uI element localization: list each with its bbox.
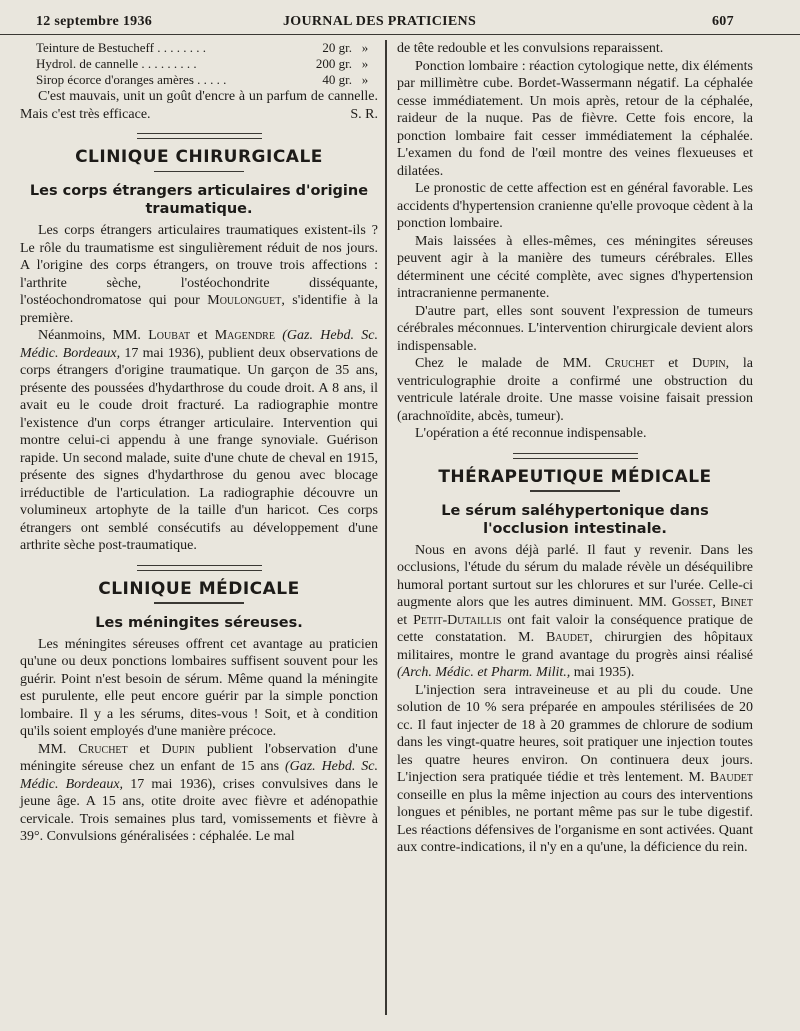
paragraph: Néanmoins, MM. Loubat et Magendre (Gaz. Hebd. Sc. Médic. Bordeaux, 17 mai 1936), publient deux observations de corps étrangers d'origine traumatique. Un garçon de 35 ans, présente des poussées d'hydarthrose du coude droit. A 8 ans, il avait eu le coude droit fracturé. La radiographie montre l'existence d'un corps étranger articulaire. Intervention qui montre celui-ci appendu à une frange synoviale. Guérison rapide. Un second malade, suite d'une chute de cheval en 1915, présente des signes d'hydarthrose du genou avec blocage irréductible de l'articulation. La radiographie découvre un volumineux artophyte de la taille d'un haricot. Ces corps étrangers ont semblé consécutifs au développement d'une arthrite sèche post-traumatique.	[20, 328, 379, 553]
paragraph: Chez le malade de MM. Cruchet et Dupin, la ventriculographie droite a confirmé une obstruction du ventricule latérale droite. Une masse voisine faisait pression (arachnoïdite, abcès, tumeur).	[397, 356, 754, 424]
section-divider	[513, 453, 638, 459]
paragraph: Les corps étrangers articulaires traumatiques existent-ils ? Le rôle du traumatisme est singulièrement réduit de nos jours. A l'origine des corps étrangers, on trouve trois affections : l'arthrite sèche, l'ostéochondrite disséquante, l'ostéochondromatose qui pour Moulonguet, s'identifie à la première.	[20, 223, 379, 326]
recipe-list	[20, 40, 378, 88]
title-underline	[154, 171, 244, 173]
paragraph: Nous en avons déjà parlé. Il faut y revenir. Dans les occlusions, l'étude du sérum du malade révèle un déséquilibre humoral portant surtout sur les chlorures et sur l'urée. Celle-ci augmente alors que les autres diminuent. MM. Gosset, Binet et Petit-Dutaillis ont fait valoir la conséquence pratique de cette constatation. M. Baudet, chirurgien des hôpitaux militaires, montre le grand avantage du progrès ainsi réalisé (Arch. Médic. et Pharm. Milit., mai 1935).	[397, 542, 754, 680]
signature: S. R.	[350, 106, 378, 122]
column-divider	[385, 40, 387, 1015]
article-title: Le sérum saléhypertonique dans l'occlusion intestinale.	[441, 502, 709, 537]
journal-title: JOURNAL DES PRATICIENS	[283, 14, 477, 29]
paragraph: MM. Cruchet et Dupin publient l'observation d'une méningite séreuse chez un enfant de 15 ans (Gaz. Hebd. Sc. Médic. Bordeaux, 17 mai 1936), crises convulsives dans le jeune âge. A 15 ans, otite droite avec fièvre et adénopathie cervicale. Trois semaines plus tard, vomissements et fièvre à 39°. Convulsions généralisées : céphalée. Le mal	[20, 741, 379, 844]
paragraph: Les méningites séreuses offrent cet avantage au praticien qu'une ou deux ponctions lombaires suffisent souvent pour les guérir. Point n'est besoin de sérum. Même quand la méningite est purulente, elle peut encore guérir par la simple ponction lombaire. Il y a les sérums, dites-vous ! Soit, et à condition qu'ils soient employés d'une manière précoce.	[20, 636, 378, 739]
paragraph: de tête redouble et les convulsions reparaissent.	[397, 41, 664, 56]
paragraph: Le pronostic de cette affection est en général favorable. Les accidents d'hypertension cranienne qu'elle provoque cèdent à la ponction lombaire.	[397, 181, 753, 231]
paragraph: L'injection sera intraveineuse et au pli du coude. Une solution de 10 % sera préparée en ampoules stérilisées de 20 cc. Il faut injecter de 18 à 20 grammes de chlorure de sodium dans les vingt-quatre heures, soit pratiquer une injection toutes les quatre heures environ. On continuera deux jours. L'injection sera pratiquée tiédie et très lentement. M. Baudet conseille en plus la même injection au cours des interventions longues et pénibles, ne portant même pas sur le tube digestif. Les réactions défensives de l'organisme en sont activées. Quant aux contre-indications, il n'y en a qu'une, la déficience du rein.	[397, 682, 754, 855]
right-column	[397, 40, 753, 857]
recipe-note: C'est mauvais, unit un goût d'encre à un parfum de cannelle. Mais c'est très efficace. S. R.	[20, 89, 378, 122]
section-title-clinique-medicale: CLINIQUE MÉDICALE	[98, 578, 300, 599]
page-number: 607	[712, 14, 734, 29]
section-divider	[137, 133, 262, 139]
title-underline	[530, 490, 620, 492]
header-date: 12 septembre 1936	[36, 14, 153, 29]
section-title-therapeutique-medicale: THÉRAPEUTIQUE MÉDICALE	[438, 466, 712, 487]
paragraph: Mais laissées à elles-mêmes, ces méningites séreuses peuvent agir à la manière des tumeurs cérébrales. Elles déterminent une cécité complète, avec signes d'hypertension intracranienne permanente.	[397, 233, 753, 301]
recipe-item: Sirop écorce d'oranges amères . . . . . 40 gr. »	[36, 72, 369, 87]
paragraph: L'opération a été reconnue indispensable.	[415, 426, 647, 441]
article-title: Les méningites séreuses.	[95, 614, 303, 631]
article-title: Les corps étrangers articulaires d'origine traumatique.	[29, 183, 369, 217]
left-column	[20, 40, 378, 846]
paragraph: Ponction lombaire : réaction cytologique nette, dix éléments par millimètre cube. Bordet-Wassermann négatif. La céphalée cesse immédiatement. Un mois après, retour de la céphalée, raideur de la nuque. Pas de fièvre. Cette fois encore, la ponction lombaire fait cesser immédiatement la céphalée. L'examen du fond de l'œil montre des veines flexueuses et dilatées.	[397, 58, 753, 179]
page-header	[0, 0, 800, 35]
section-divider	[137, 565, 262, 571]
section-title-clinique-chirurgicale: CLINIQUE CHIRURGICALE	[75, 147, 323, 167]
paragraph: D'autre part, elles sont souvent l'expression de tumeurs cérébrales méconnues. L'intervention chirurgicale devient alors indispensable.	[397, 303, 753, 354]
recipe-item: Teinture de Bestucheff . . . . . . . . 20 gr. »	[36, 40, 369, 55]
recipe-item: Hydrol. de cannelle . . . . . . . . . 200 gr. »	[36, 56, 369, 71]
title-underline	[154, 602, 244, 604]
